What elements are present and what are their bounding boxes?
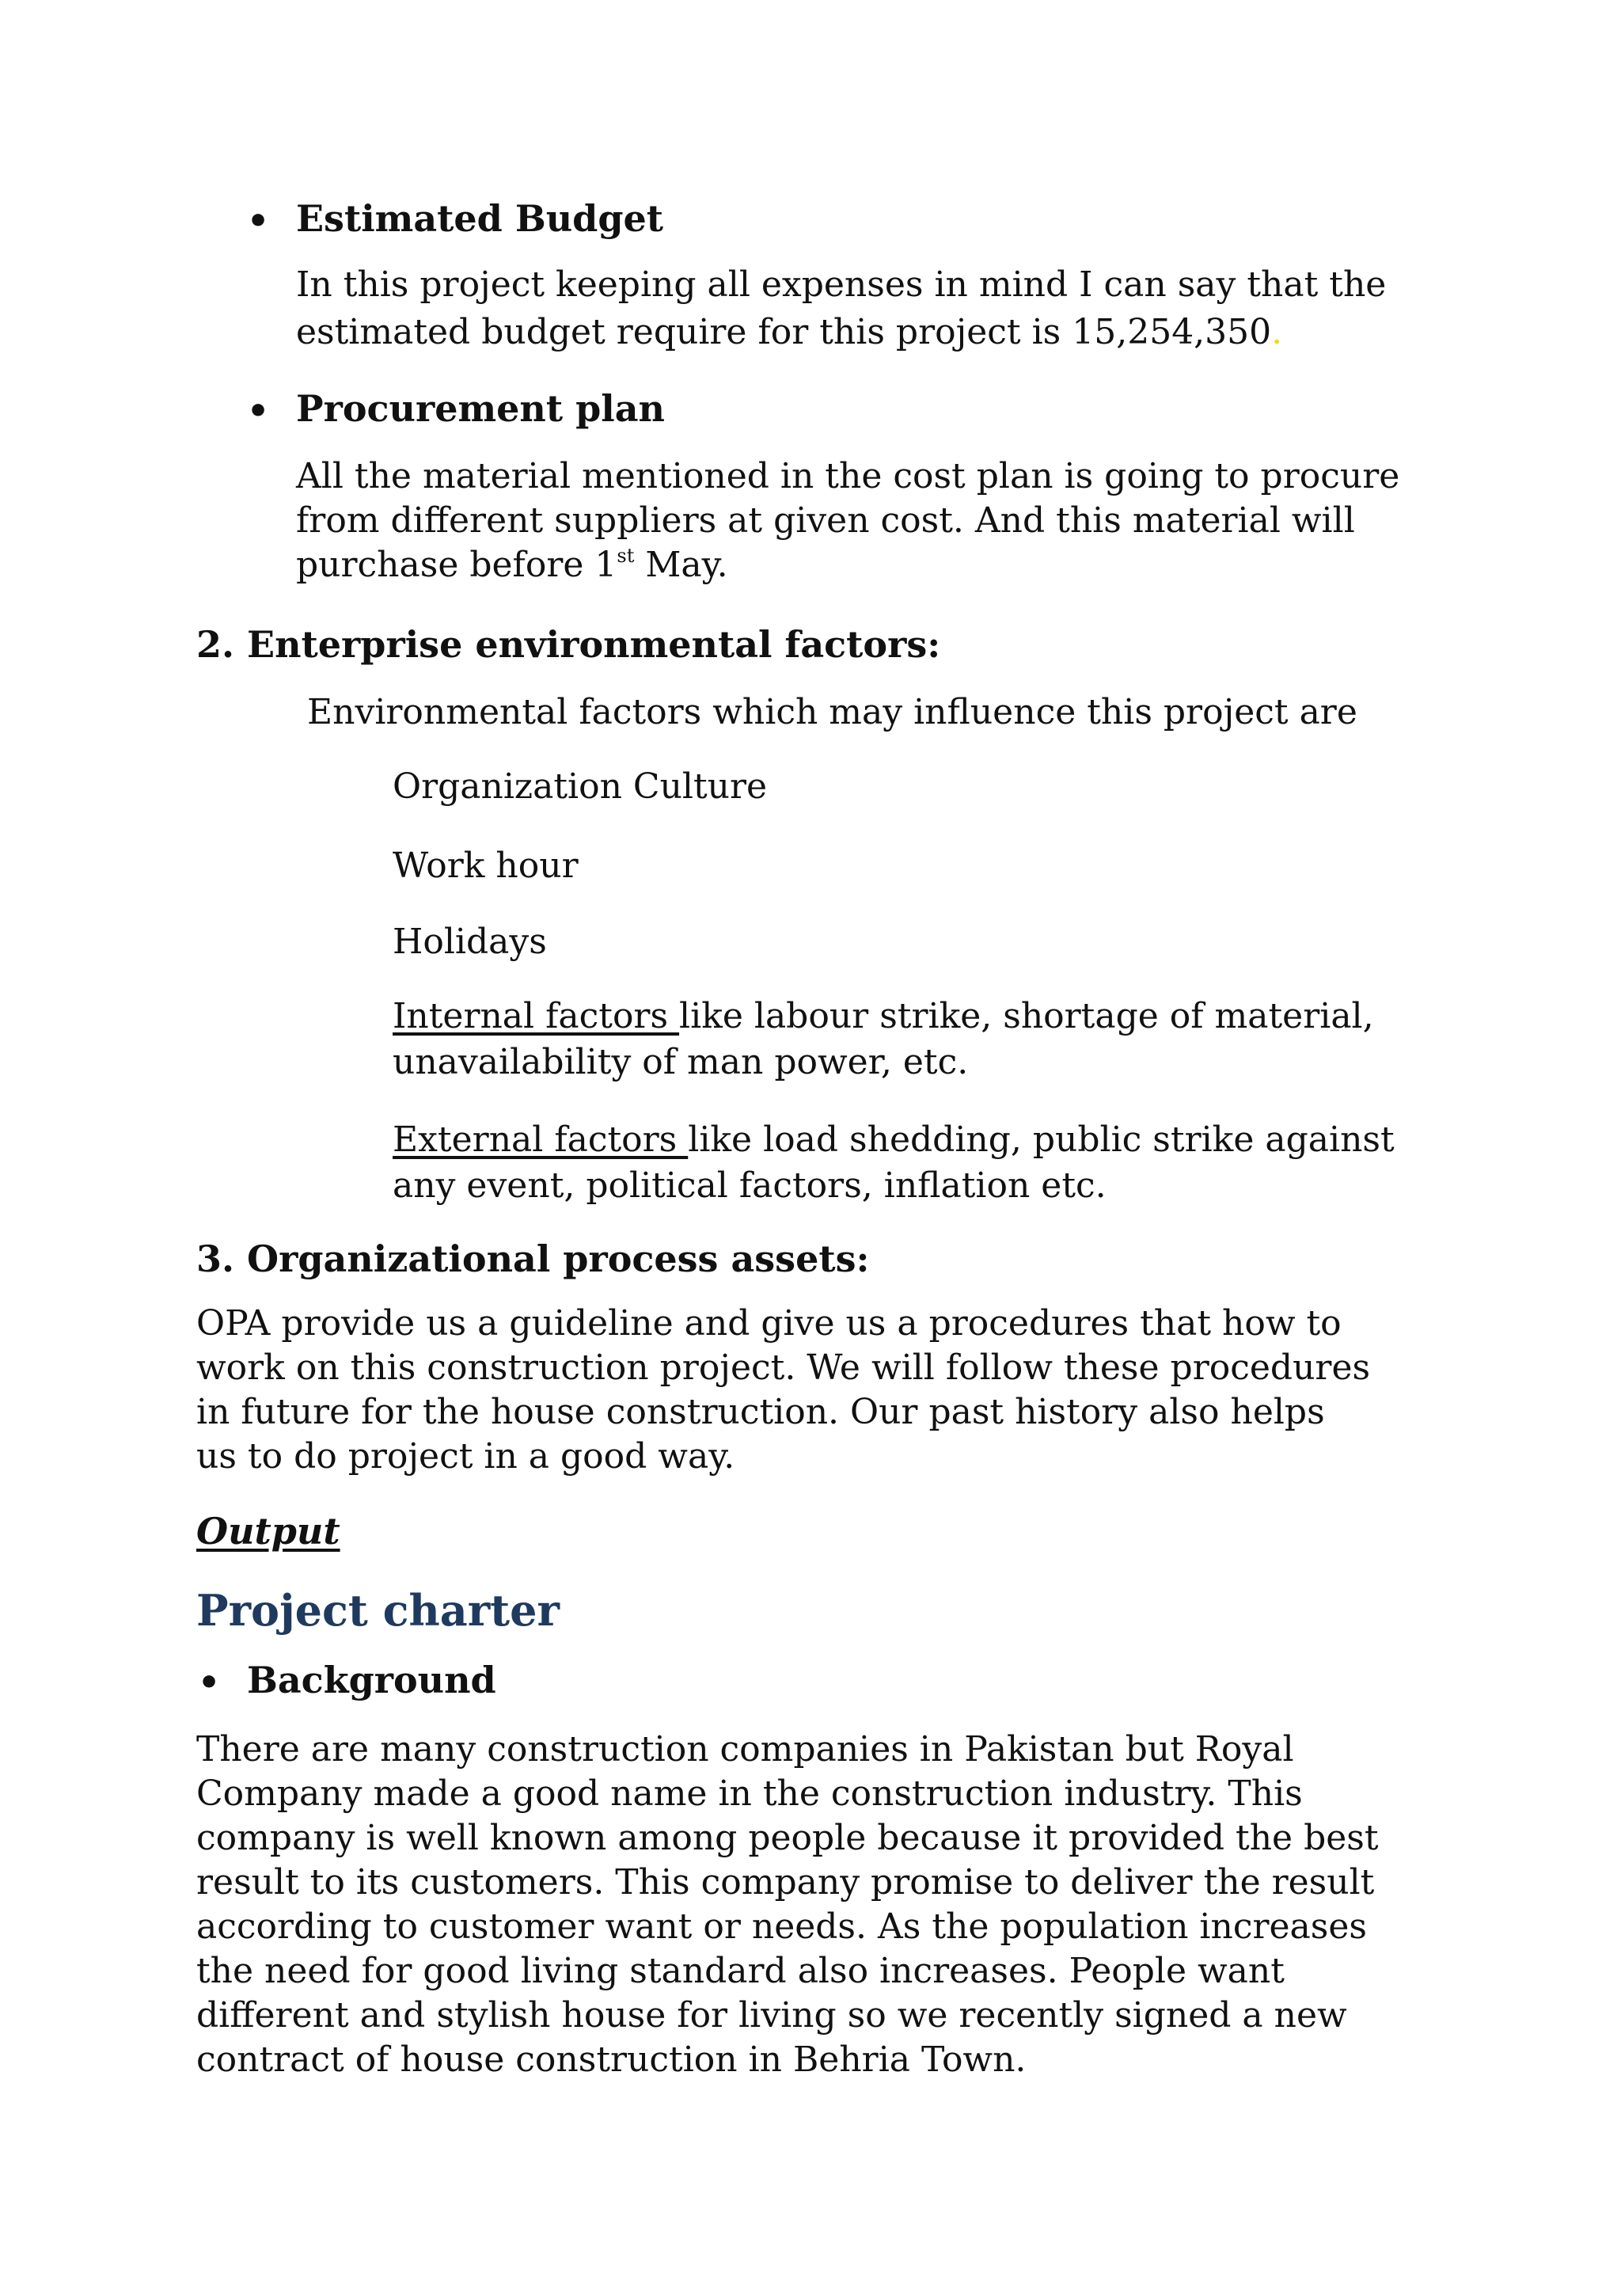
background-line: the need for good living standard also increases. People want (196, 1951, 1285, 1991)
procurement-line-1: All the material mentioned in the cost plan is going to procure (296, 456, 1400, 496)
internal-factors-line-2: unavailability of man power, etc. (393, 1042, 969, 1082)
estimated-budget-line-1: In this project keeping all expenses in mind I can say that the (296, 264, 1387, 305)
estimated-budget-heading: Estimated Budget (296, 197, 664, 240)
opa-paragraph (196, 1302, 1428, 1479)
estimated-budget-trailing-dot: . (1271, 312, 1283, 352)
enterprise-item-holidays: Holidays (393, 922, 547, 962)
external-factors-line-2: any event, political factors, inflation etc. (393, 1165, 1107, 1206)
ordinal-suffix: st (617, 545, 635, 567)
procurement-line-3: purchase before 1st May. (296, 545, 728, 585)
background-line: different and stylish house for living so we recently signed a new (196, 1995, 1347, 2036)
enterprise-item-organization-culture: Organization Culture (393, 766, 768, 807)
external-factors-line-1: External factors like load shedding, public strike against (393, 1119, 1395, 1160)
opa-heading: 3. Organizational process assets: (196, 1237, 870, 1280)
procurement-plan-heading: Procurement plan (296, 387, 665, 430)
enterprise-factors-heading: 2. Enterprise environmental factors: (196, 623, 941, 666)
procurement-line-2: from different suppliers at given cost. And this material will (296, 500, 1355, 541)
background-line: Company made a good name in the construction industry. This (196, 1773, 1303, 1814)
background-line: contract of house construction in Behria Town. (196, 2039, 1027, 2080)
bullet: • (247, 201, 270, 241)
internal-factors-line-1: Internal factors like labour strike, shortage of material, (393, 996, 1374, 1036)
background-heading: Background (247, 1659, 496, 1701)
background-line: result to its customers. This company promise to deliver the result (196, 1862, 1375, 1903)
estimated-budget-line-2: estimated budget require for this project is 15,254,350. (296, 312, 1283, 352)
background-paragraph (196, 1728, 1428, 2082)
enterprise-item-work-hour: Work hour (393, 846, 579, 886)
project-charter-title: Project charter (196, 1585, 560, 1636)
opa-line: OPA provide us a guideline and give us a procedures that how to (196, 1303, 1342, 1344)
background-line: according to customer want or needs. As the population increases (196, 1906, 1367, 1947)
bullet: • (247, 391, 270, 431)
external-factors-label: External factors (393, 1119, 689, 1160)
background-line: There are many construction companies in Pakistan but Royal (196, 1729, 1294, 1770)
opa-line: in future for the house construction. Our past history also helps (196, 1392, 1325, 1432)
bullet: • (198, 1663, 221, 1703)
output-label: Output (196, 1510, 340, 1553)
background-line: company is well known among people because it provided the best (196, 1818, 1379, 1858)
opa-line: work on this construction project. We will follow these procedures (196, 1348, 1371, 1388)
internal-factors-label: Internal factors (393, 996, 680, 1036)
enterprise-intro: Environmental factors which may influence this project are (307, 692, 1357, 732)
opa-line: us to do project in a good way. (196, 1436, 735, 1477)
